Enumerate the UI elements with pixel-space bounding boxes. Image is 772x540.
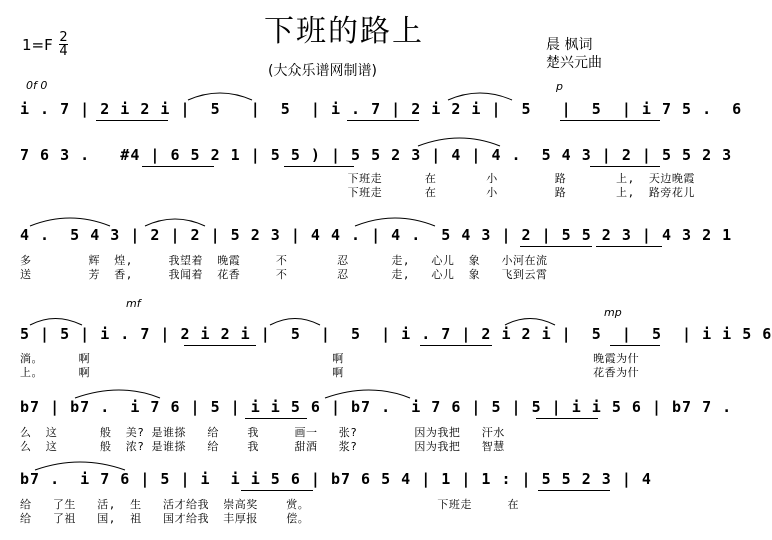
score-line-3: 4 . 5 4 3 | 2 | 2 | 5 2 3 | 4 4 . | 4 . 5 4 3 | 2 | 5 5 2 3 | 4 3 2 1 xyxy=(20,226,733,244)
page-title: 下班的路上 xyxy=(264,14,424,49)
lyric-line: 下班走 在 小 路 上, 路旁花儿 xyxy=(20,186,695,199)
lyric-line: 多 辉 煌, 我望着 晚霞 不 忍 走, 心儿 象 小河在流 xyxy=(20,254,548,267)
dynamic-mark: mf xyxy=(126,297,141,310)
lyric-line: 送 芳 香, 我闻着 花香 不 忍 走, 心儿 象 飞到云霄 xyxy=(20,268,548,281)
subtitle: (大众乐谱网制谱) xyxy=(268,63,377,79)
lyric-line: 上。 啊 啊 花香为什 xyxy=(20,366,640,379)
lyric-line: 么 这 般 浓? 是谁搽 给 我 甜酒 浆? 因为我把 智慧 xyxy=(20,440,505,453)
lyric-line: 淌。 啊 啊 晚霞为什 xyxy=(20,352,640,365)
score-line-4: 5 | 5 | i . 7 | 2 i 2 i | 5 | 5 | i . 7 | 2 i 2 i | 5 | 5 | i i 5 6 xyxy=(20,325,772,343)
time-signature-bottom: 4 xyxy=(59,44,68,59)
score-line-2: 7 6 3 . #4 | 6 5 2 1 | 5 5 ) | 5 5 2 3 | 4 | 4 . 5 4 3 | 2 | 5 5 2 3 xyxy=(20,146,733,164)
lyric-line: 下班走 在 小 路 上, 天边晚霞 xyxy=(20,172,695,185)
dynamic-mark: p xyxy=(556,80,563,93)
dynamic-mark: 0f 0 xyxy=(26,79,48,92)
time-signature-top: 2 xyxy=(59,30,68,45)
lyric-line: 给 了生 活, 生 活才给我 崇高奖 赏。 下班走 在 xyxy=(20,498,520,511)
lyric-line: 么 这 般 美? 是谁搽 给 我 画一 张? 因为我把 汗水 xyxy=(20,426,505,439)
credit-music: 楚兴元曲 xyxy=(546,55,602,71)
score-line-1: i . 7 | 2 i 2 i | 5 | 5 | i . 7 | 2 i 2 i | 5 | 5 | i 7 5 . 6 xyxy=(20,100,743,118)
score-line-5: b7 | b7 . i 7 6 | 5 | i i 5 6 | b7 . i 7 6 | 5 | 5 | i i 5 6 | b7 7 . xyxy=(20,398,733,416)
lyric-line: 给 了祖 国, 祖 国才给我 丰厚报 偿。 xyxy=(20,512,310,525)
score-line-6: b7 . i 7 6 | 5 | i i i 5 6 | b7 6 5 4 | 1 | 1 : | 5 5 2 3 | 4 xyxy=(20,470,652,488)
key-signature: 1=F xyxy=(22,36,53,54)
dynamic-mark: mp xyxy=(604,306,622,319)
credit-lyrics: 晨 枫词 xyxy=(546,37,593,53)
